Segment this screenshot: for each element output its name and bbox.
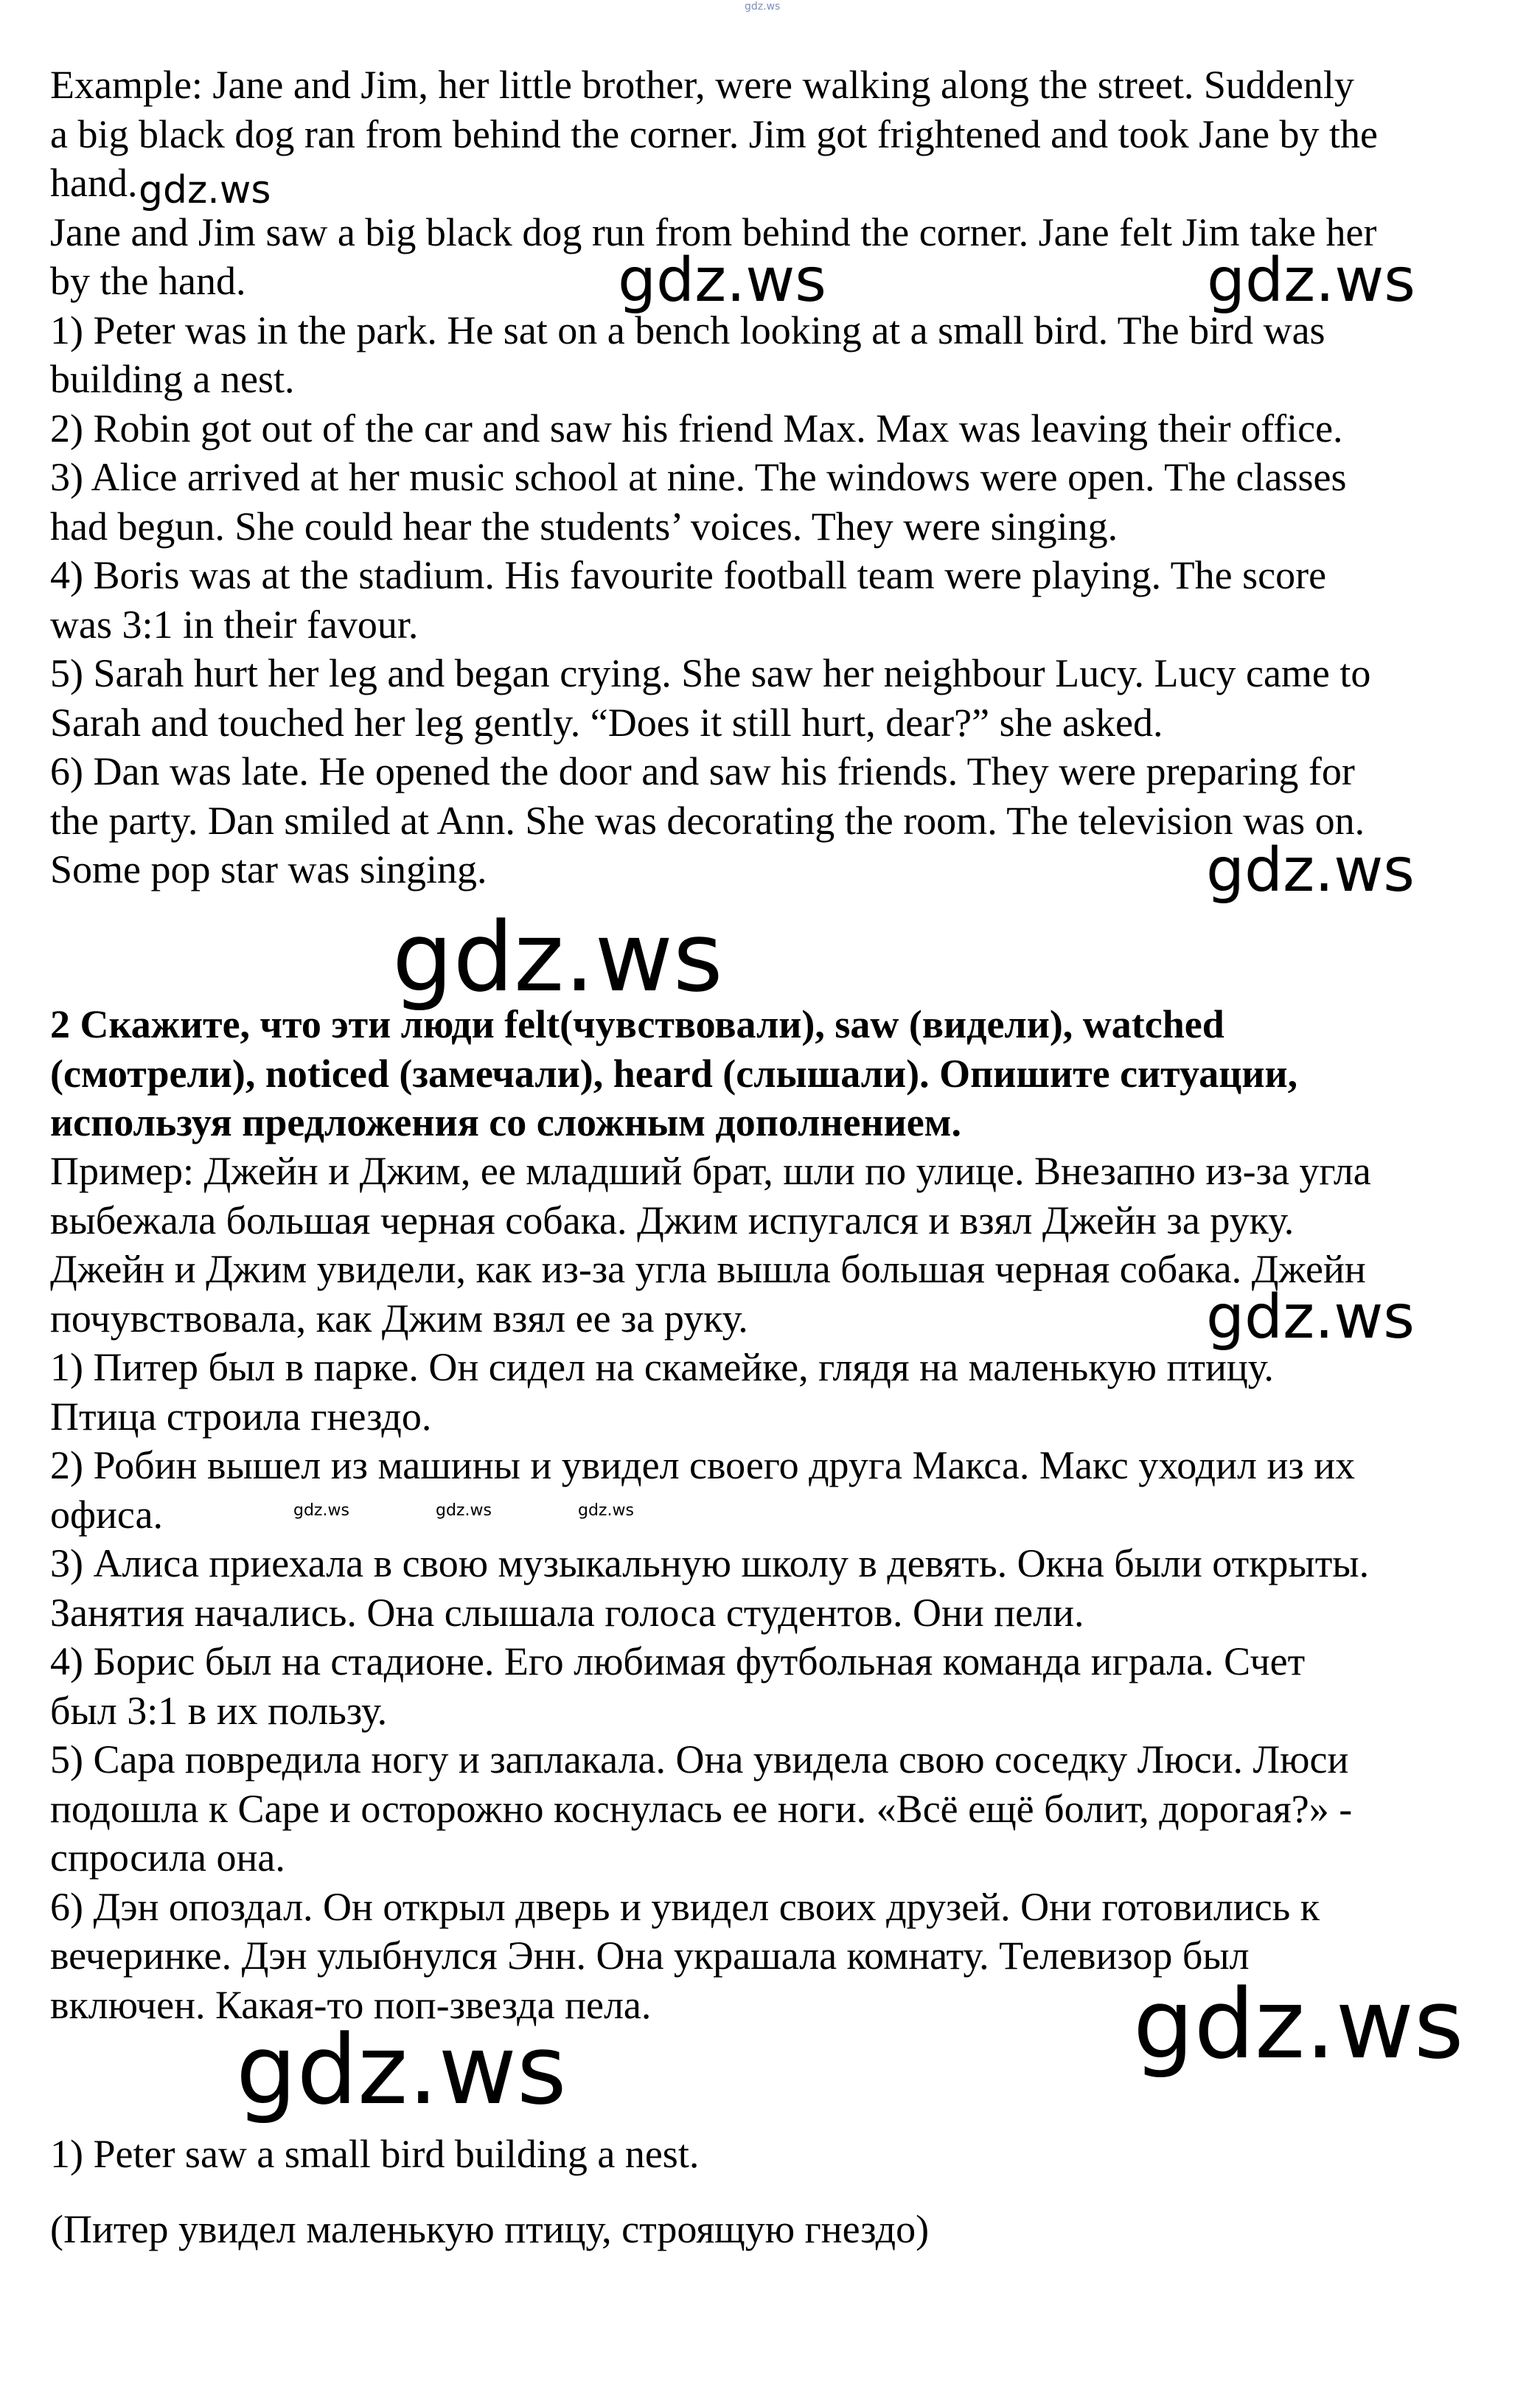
watermark-top: gdz.ws	[745, 1, 781, 13]
watermark-small: gdz.ws	[578, 1501, 634, 1520]
watermark-large: gdz.ws	[392, 901, 723, 1013]
watermark: gdz.ws	[1206, 835, 1415, 906]
english-exercise-text: Example: Jane and Jim, her little brother, were walking along the street. Suddenly a big black dog ran from behind the corner. Jim got frightened and took Jane by the hand. Jane and Jim saw a big black dog run from behind the corner. Jane felt Jim take her by the hand. 1) Peter was in the park. He sat on a bench looking at a small bird. The bird was building a nest. 2) Robin got out of the car and saw his friend Max. Max was leaving their office. 3) Alice arrived at her music school at nine. The windows were open. The classes had begun. She could hear the students’ voices. They were singing. 4) Boris was at the stadium. His favourite football team were playing. The score was 3:1 in their favour. 5) Sarah hurt her leg and began crying. She saw her neighbour Lucy. Lucy came to Sarah and touched her leg gently. “Does it still hurt, dear?” she asked. 6) Dan was late. He opened the door and saw his friends. They were preparing for the party. Dan smiled at Ann. She was decorating the room. The television was on. Some pop star was singing.	[50, 63, 1379, 892]
answer-translation: (Питер увидел маленькую птицу, строящую гнездо)	[50, 2207, 930, 2251]
task-2-heading: 2 Скажите, что эти люди felt(чувствовали), saw (видели), watched (смотрели), noticed (замечали), heard (слышали). Опишите ситуации, используя предложения со сложным дополнением.	[50, 1002, 1298, 1144]
watermark: gdz.ws	[618, 246, 826, 316]
answer-line-1: 1) Peter saw a small bird building a nest.	[50, 2132, 700, 2176]
russian-exercise-text: Пример: Джейн и Джим, ее младший брат, шли по улице. Внезапно из-за угла выбежала большая черная собака. Джим испугался и взял Джейн за руку. Джейн и Джим увидели, как из-за угла вышла большая черная собака. Джейн почувствовала, как Джим взял ее за руку. 1) Питер был в парке. Он сидел на скамейке, глядя на маленькую птицу. Птица строила гнездо. 2) Робин вышел из машины и увидел своего друга Макса. Макс уходил из их офиса. 3) Алиса приехала в свою музыкальную школу в девять. Окна были открыты. Занятия начались. Она слышала голоса студентов. Они пели. 4) Борис был на стадионе. Его любимая футбольная команда играла. Счет был 3:1 в их пользу. 5) Сара повредила ногу и заплакала. Она увидела свою соседку Люси. Люси подошла к Саре и осторожно коснулась ее ноги. «Всё ещё болит, дорогая?» - спросила она. 6) Дэн опоздал. Он открыл дверь и увидел своих друзей. Они готовились к вечеринке. Дэн улыбнулся Энн. Она украшала комнату. Телевизор был включен. Какая-то поп-звезда пела.	[50, 1149, 1371, 2027]
watermark-small: gdz.ws	[293, 1501, 349, 1520]
watermark: gdz.ws	[1206, 1282, 1415, 1352]
watermark-small: gdz.ws	[436, 1501, 492, 1520]
watermark-large: gdz.ws	[1133, 1968, 1464, 2080]
watermark: gdz.ws	[1207, 246, 1415, 316]
watermark-inline: gdz.ws	[139, 168, 271, 212]
watermark-large: gdz.ws	[236, 2014, 567, 2126]
